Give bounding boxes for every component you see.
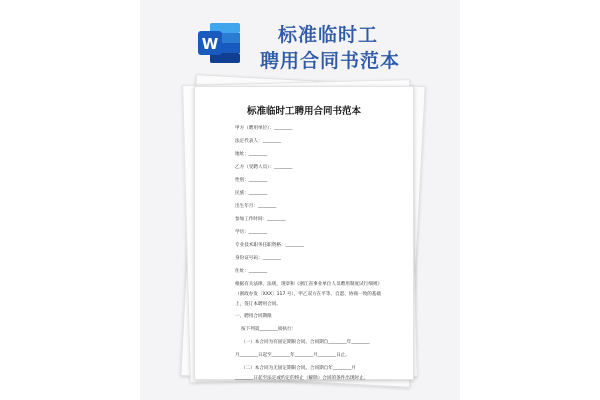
field-gender: 性别：________: [235, 178, 268, 183]
section-subline: 按下列第________项执行：: [241, 327, 297, 332]
field-qualification: 专业技术职务任职资格：________: [235, 243, 304, 248]
clause1-line2: 月________日起至________年________月________日止。: [235, 353, 350, 358]
left-margin: [0, 0, 140, 400]
field-address: 地址：________: [235, 152, 268, 157]
word-icon: [196, 20, 242, 66]
field-work-start: 参加工作时间：________: [235, 217, 286, 222]
page-title-line2: 聘用合同书范本: [260, 50, 401, 72]
document-title: 标准临时工聘用合同书范本: [246, 106, 361, 117]
field-residence: 住址：________: [235, 269, 268, 274]
right-margin: [460, 0, 600, 400]
intro-paragraph: 根据有关法律、法规，现章和《浙江省事业单位人员聘用制度试行细则》（浙政办发〔XXX〕117 号），甲乙双方在平等、自愿、协商一致的基础上，签订本聘用合同。: [235, 282, 383, 307]
document-page: [194, 86, 414, 380]
field-employee: 乙方（受聘人员）：________: [235, 165, 293, 170]
field-education: 学历：________: [235, 230, 268, 235]
field-employer: 甲方（聘用单位）：________: [235, 126, 293, 131]
clause1-line1: （一）本合同为有固定期限合同。合同期自________年________: [241, 340, 370, 345]
field-ethnicity: 民族：________: [235, 191, 268, 196]
page-title-line1: 标准临时工: [278, 24, 379, 46]
header: [196, 14, 416, 72]
svg-text:W: W: [201, 35, 219, 53]
section-heading: 一、聘用合同期限: [235, 314, 272, 319]
field-id-number: 身份证号码：________: [235, 256, 281, 261]
clause2-line1: （二）本合同为无固定期限合同。合同期自年________月: [241, 366, 356, 371]
clause2-line2: ________日起至法定或约定的终止（解除）合同的条件出现时止。: [235, 376, 369, 381]
field-birth: 出生年月：________: [235, 204, 277, 209]
field-legal-rep: 法定代表人：________: [235, 139, 281, 144]
